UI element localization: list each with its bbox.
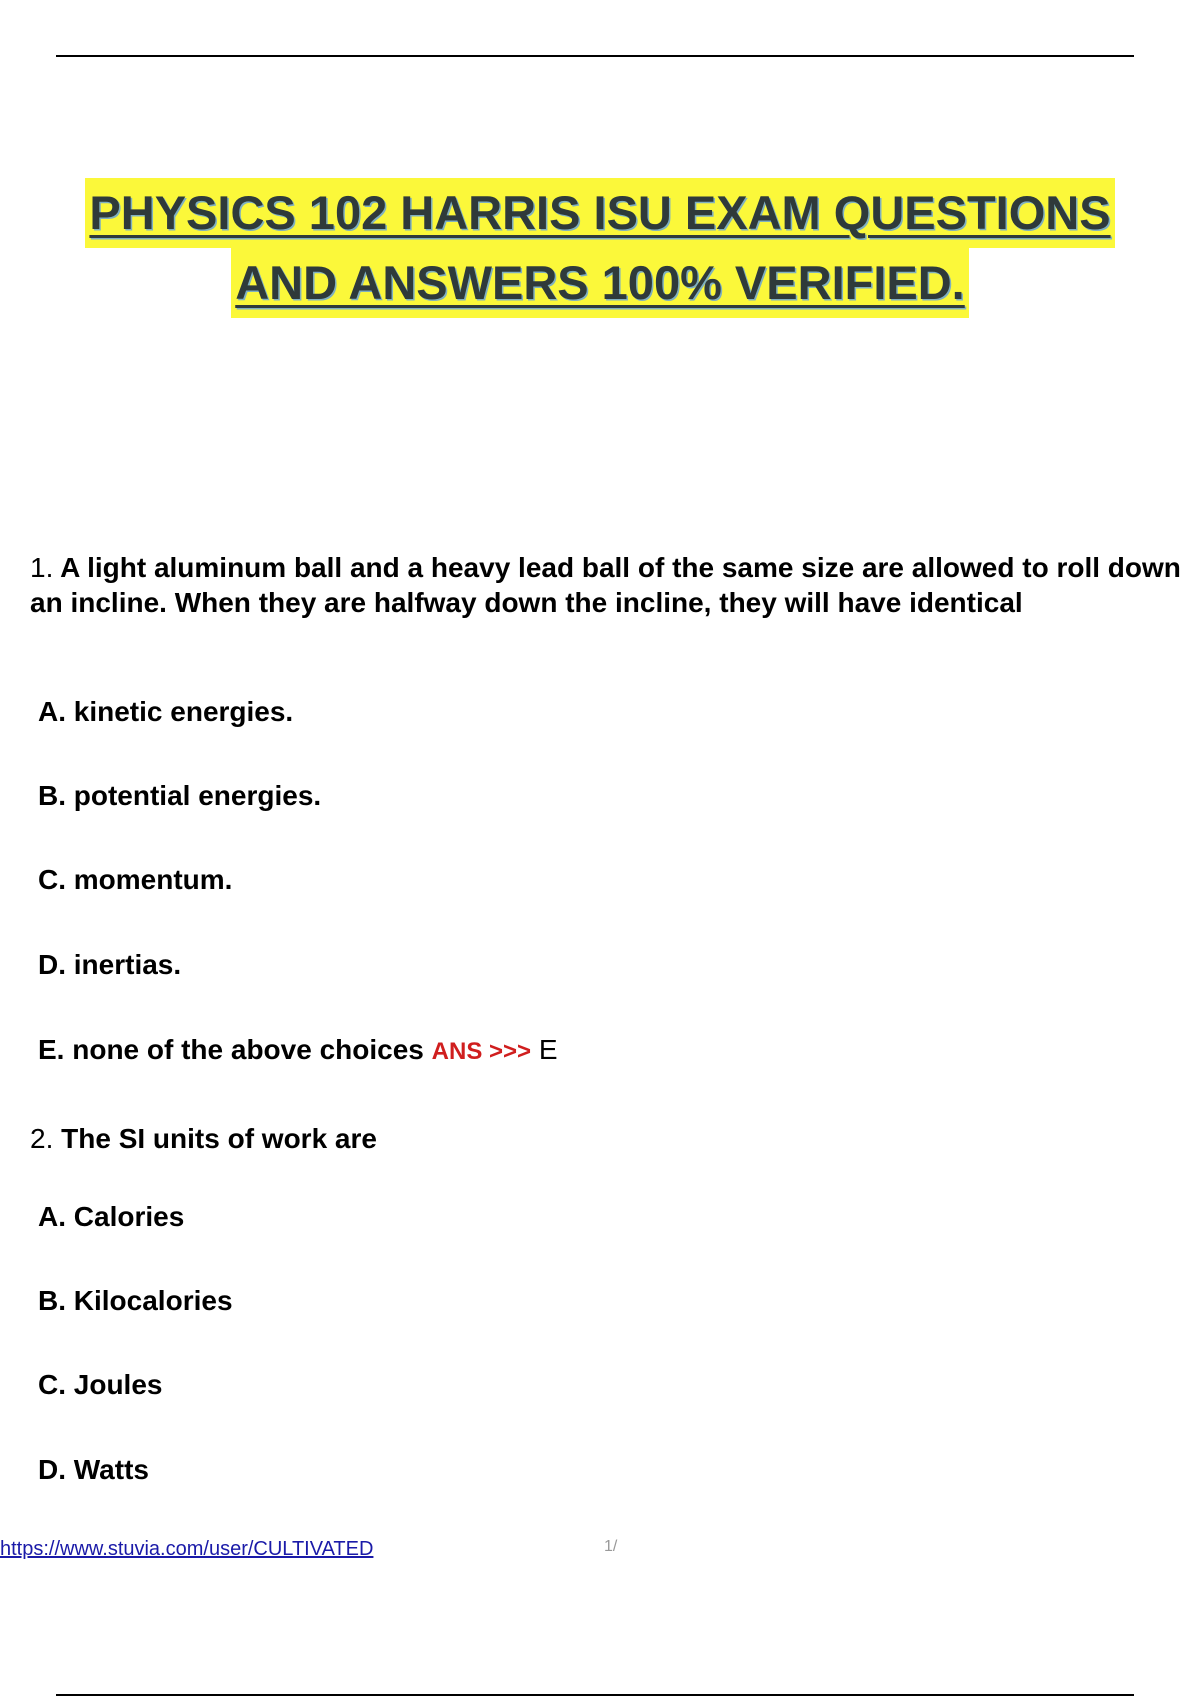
option-a: A. kinetic energies. (38, 696, 294, 727)
bottom-rule (56, 1694, 1134, 1696)
document-title (0, 178, 1200, 318)
option-d: D. inertias. (38, 949, 182, 980)
option-a: A. Calories (38, 1201, 185, 1232)
option-e (38, 1032, 558, 1070)
title-line-2: AND ANSWERS 100% VERIFIED. (231, 248, 969, 318)
answer-value: E (538, 1034, 558, 1065)
title-line-1: PHYSICS 102 HARRIS ISU EXAM QUESTIONS (85, 178, 1114, 248)
option-e-text: E. none of the above choices (38, 1034, 424, 1065)
question-1 (30, 550, 1190, 620)
page-marker: 1/ (604, 1538, 618, 1555)
top-rule (56, 55, 1134, 57)
question-text: The SI units of work are (61, 1123, 377, 1154)
question-2 (30, 1121, 1190, 1156)
option-d: D. Watts (38, 1454, 149, 1485)
option-b: B. potential energies. (38, 780, 322, 811)
option-b: B. Kilocalories (38, 1285, 233, 1316)
option-c: C. Joules (38, 1369, 163, 1400)
option-c: C. momentum. (38, 864, 233, 895)
footer-profile-link[interactable]: https://www.stuvia.com/user/CULTIVATED (0, 1538, 374, 1560)
question-number: 2. (30, 1123, 54, 1154)
question-text: A light aluminum ball and a heavy lead ball of the same size are allowed to roll down an incline. When they are halfway down the incline, they will have identical (30, 552, 1181, 618)
answer-label: ANS >>> (431, 1038, 532, 1065)
question-number: 1. (30, 552, 54, 583)
